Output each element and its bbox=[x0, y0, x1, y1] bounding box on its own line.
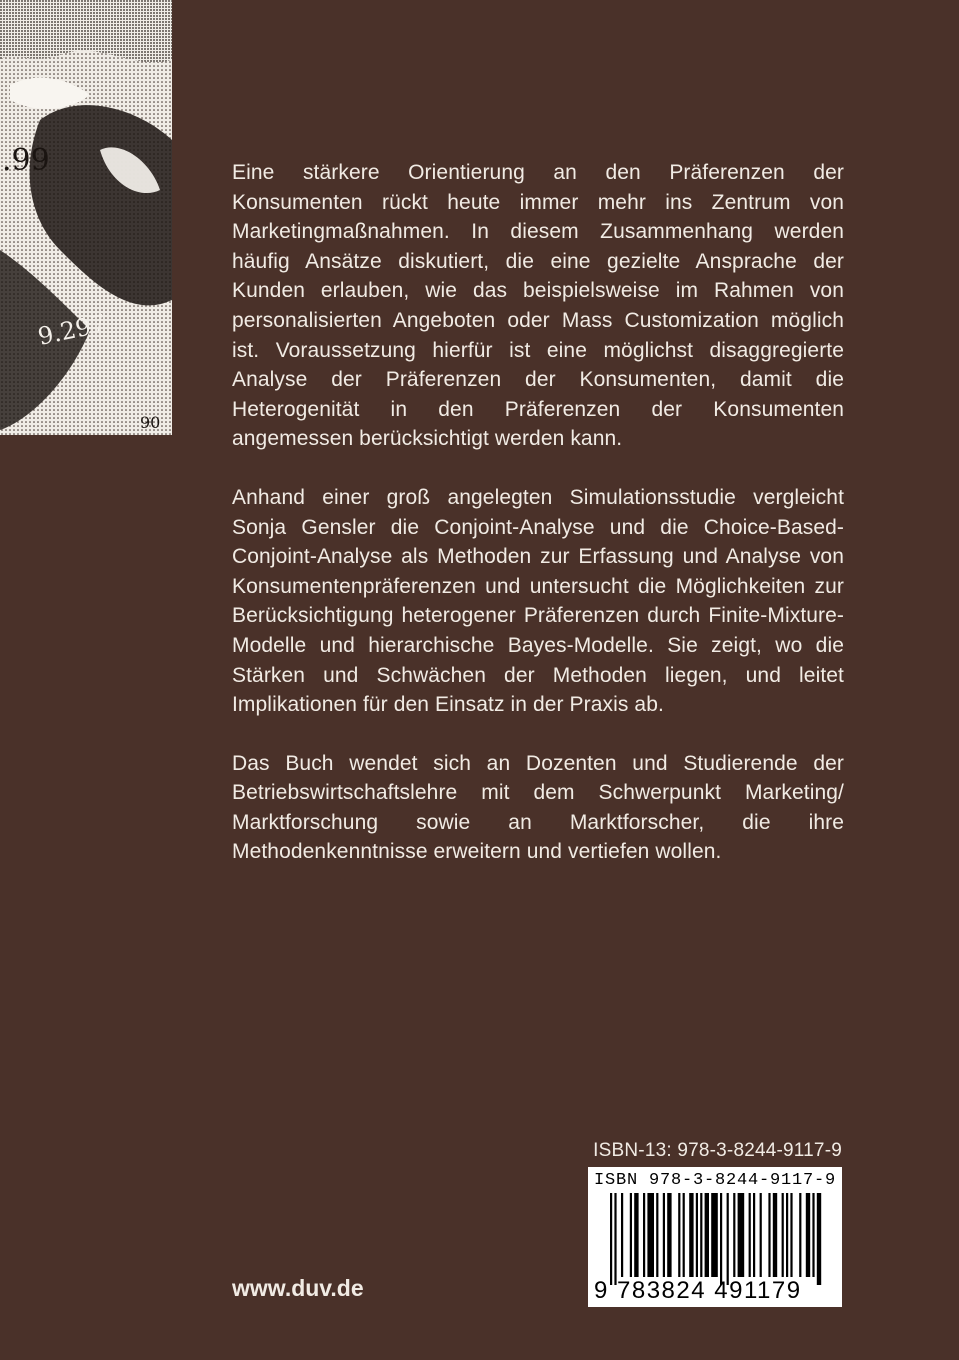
publisher-website[interactable]: www.duv.de bbox=[232, 1275, 364, 1301]
isbn13-label: ISBN-13: 978-3-8244-9117-9 bbox=[593, 1140, 842, 1161]
barcode-bar bbox=[656, 1193, 658, 1277]
barcode-bar bbox=[812, 1193, 814, 1277]
barcode-bar bbox=[610, 1193, 612, 1285]
barcode-bar bbox=[647, 1193, 654, 1277]
svg-text:9.297: 9.297 bbox=[35, 309, 109, 351]
back-cover-blurb bbox=[232, 158, 844, 896]
barcode-bar bbox=[760, 1193, 762, 1277]
barcode-bar bbox=[768, 1193, 770, 1277]
barcode-bar bbox=[782, 1193, 784, 1277]
barcode-bar bbox=[683, 1193, 685, 1277]
barcode-bar bbox=[700, 1193, 702, 1277]
barcode-bar bbox=[621, 1193, 623, 1277]
barcode-bar bbox=[806, 1193, 810, 1277]
barcode-bar bbox=[773, 1193, 777, 1277]
barcode-bar bbox=[749, 1193, 751, 1277]
barcode-bar bbox=[790, 1193, 792, 1277]
cover-globe-illustration bbox=[0, 0, 172, 435]
barcode-bar bbox=[643, 1193, 645, 1277]
barcode-bar bbox=[733, 1193, 735, 1277]
barcode-bar bbox=[667, 1193, 671, 1277]
barcode-bar bbox=[663, 1193, 665, 1277]
barcode-bar bbox=[689, 1193, 693, 1277]
barcode-bar bbox=[696, 1193, 698, 1277]
barcode-bar bbox=[720, 1193, 722, 1285]
barcode-bar bbox=[753, 1193, 755, 1277]
blurb-paragraph-2: Anhand einer groß angelegten Simulationsstudie vergleicht Sonja Gensler die Conjoint-Analyse und die Choice-Based-Conjoint-Analyse als Methoden zur Erfassung und Analyse von Konsumentenpräferenzen und untersucht die Möglichkeiten zur Berücksichtigung heterogener Präferenzen durch Finite-Mixture-Modelle und hierarchische Bayes-Modelle. Sie zeigt, wo die Stärken und Schwächen der Methoden liegen, und leitet Implikationen für den Einsatz in der Praxis ab. bbox=[232, 485, 844, 717]
barcode-bar bbox=[614, 1193, 616, 1285]
barcode-bar bbox=[634, 1193, 638, 1277]
svg-text:90: 90 bbox=[140, 413, 161, 432]
barcode bbox=[588, 1167, 842, 1307]
blurb-paragraph-3: Das Buch wendet sich an Dozenten und Studierende der Betriebswirtschaftslehre mit dem Schwerpunkt Marketing/ Marktforschung sowie an Marktforscher, die ihre Methodenkenntnisse erweitern und vertiefen wollen. bbox=[232, 751, 844, 864]
barcode-bar bbox=[711, 1193, 718, 1277]
barcode-bar bbox=[630, 1193, 632, 1277]
barcode-bar bbox=[738, 1193, 745, 1277]
svg-text:.99: .99 bbox=[2, 143, 50, 178]
blurb-paragraph-1: Eine stärkere Orientierung an den Präferenzen der Konsumenten rückt heute immer mehr ins Zentrum von Marketingmaßnahmen. In diesem Zusammenhang werden häufig Ansätze diskutiert, die eine gezielte Ansprache der Kunden erlauben, wie das beispielsweise im Rahmen von personalisierten Angeboten oder Mass Customization möglich ist. Voraussetzung hierfür ist eine möglichst disaggregierte Analyse der Präferenzen der Konsumenten, damit die Heterogenität in den Präferenzen der Konsumenten angemessen berücksichtigt werden kann. bbox=[232, 161, 844, 451]
barcode-bar bbox=[817, 1193, 821, 1285]
barcode-bar bbox=[786, 1193, 788, 1277]
barcode-isbn-text: ISBN 978-3-8244-9117-9 bbox=[594, 1171, 837, 1190]
barcode-digits: 9 783824 491179 bbox=[594, 1277, 802, 1304]
barcode-bar bbox=[678, 1193, 680, 1277]
barcode-bar bbox=[705, 1193, 709, 1277]
barcode-bar bbox=[799, 1193, 801, 1277]
barcode-bar bbox=[727, 1193, 729, 1285]
